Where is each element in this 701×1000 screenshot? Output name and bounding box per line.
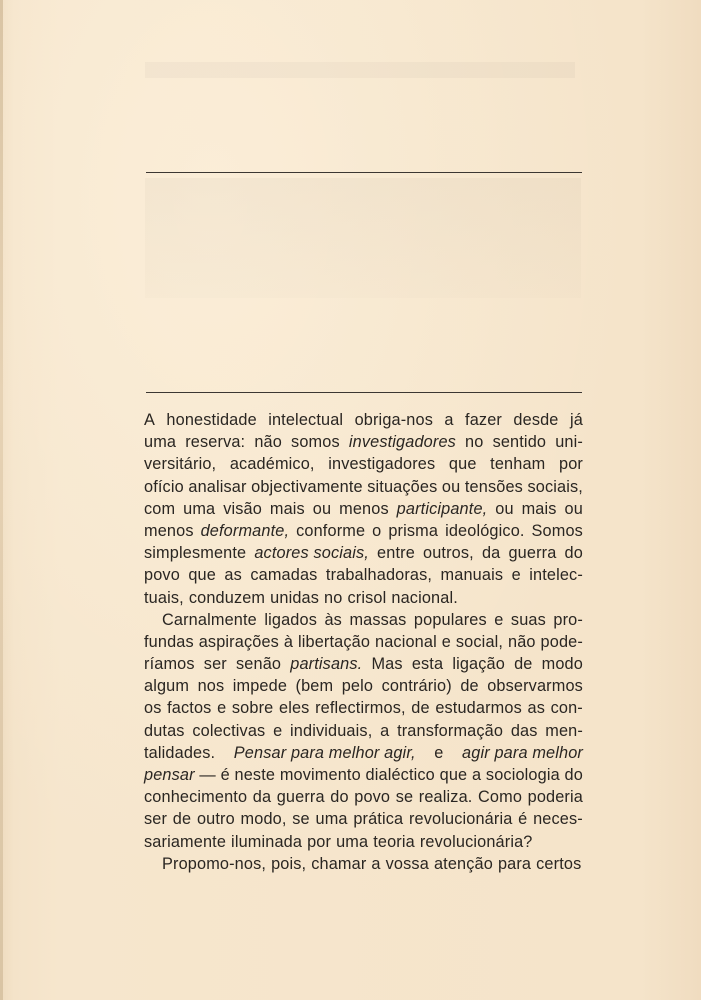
word: guerra — [276, 788, 325, 807]
word: por — [307, 832, 332, 851]
word: eles — [278, 699, 310, 718]
word: impede — [232, 677, 288, 696]
word: que — [448, 455, 477, 474]
word: observarmos — [487, 677, 583, 696]
italic-word: agir para melhor — [462, 743, 583, 762]
word: as — [224, 566, 242, 585]
word: e — [494, 610, 504, 629]
text-line — [144, 609, 583, 631]
word: dialéctico — [365, 766, 435, 784]
word: pelo — [341, 677, 374, 696]
word: e — [273, 721, 283, 740]
word: Mas — [371, 655, 403, 674]
word: povo — [144, 566, 180, 585]
word: esta — [411, 655, 444, 674]
word: simplesmente — [144, 544, 247, 563]
word: chamar — [311, 854, 367, 873]
word: Carnalmente — [162, 610, 257, 629]
word: sobre — [231, 699, 274, 718]
word: guerra — [508, 544, 557, 563]
text-line — [144, 476, 583, 498]
word: a — [380, 721, 390, 740]
italic-word: Pensar para melhor agir, — [233, 743, 416, 762]
word: colectivas — [192, 721, 266, 740]
word: revolucionária? — [419, 832, 533, 851]
text-line — [144, 764, 583, 786]
word: suas — [510, 610, 546, 629]
word: já — [569, 411, 583, 429]
word: — — [199, 766, 216, 784]
word: nacional. — [391, 588, 458, 607]
word: no — [465, 433, 484, 452]
word: e — [511, 566, 521, 585]
word: pois, — [271, 854, 307, 873]
text-line — [144, 720, 583, 742]
text-line — [144, 808, 583, 830]
word: de — [411, 699, 430, 718]
word: mais — [269, 499, 305, 518]
word: mais — [521, 499, 557, 518]
italic-word: pensar — [144, 766, 195, 784]
word: neste — [234, 766, 276, 784]
word: trabalhadoras, — [325, 566, 433, 585]
word: à — [283, 632, 294, 651]
word: tensões — [464, 477, 523, 496]
word: estudarmos — [435, 699, 522, 718]
page-binding-edge — [0, 0, 3, 1000]
word: de — [460, 677, 479, 696]
word: menos — [144, 521, 194, 540]
word: com — [144, 499, 176, 518]
text-line — [144, 831, 583, 853]
word: camadas — [250, 566, 318, 585]
text-line — [144, 431, 583, 453]
word: do — [564, 544, 583, 563]
word: movimento — [279, 766, 361, 784]
word: se — [395, 788, 414, 807]
word: ofício — [144, 477, 184, 496]
word: nos — [197, 677, 225, 696]
word: da — [481, 544, 501, 563]
word: (bem — [295, 677, 334, 696]
italic-word: participante, — [396, 499, 488, 518]
word: prática — [353, 810, 404, 829]
word: tenham — [490, 455, 546, 474]
text-line — [144, 587, 583, 609]
word: situações — [367, 477, 438, 496]
word: pode- — [540, 632, 583, 651]
word: massas — [349, 610, 407, 629]
word: A — [144, 411, 156, 429]
word: uma — [144, 433, 177, 452]
word: visão — [223, 499, 262, 518]
word: social, — [455, 632, 504, 651]
text-line — [144, 409, 583, 431]
text-line — [144, 542, 583, 564]
word: de — [514, 655, 533, 674]
word: libertação — [297, 632, 371, 651]
word: ideológico. — [445, 521, 525, 540]
word: uma — [183, 499, 216, 518]
word: contrário) — [381, 677, 452, 696]
word: tuais, — [144, 588, 184, 607]
word: ou — [441, 477, 461, 496]
word: analisar — [188, 477, 247, 496]
word: Propomo-nos, — [162, 854, 267, 873]
word: unidas — [270, 588, 320, 607]
text-line — [144, 786, 583, 808]
word: pro- — [553, 610, 583, 629]
word: atenção — [433, 854, 493, 873]
word: Como — [478, 788, 523, 807]
word: modo, — [240, 810, 287, 829]
italic-word: partisans. — [290, 655, 363, 674]
text-line — [144, 742, 583, 764]
word: das — [510, 721, 538, 740]
word: no — [324, 588, 343, 607]
word: transformação — [397, 721, 504, 740]
italic-word: investigadores — [348, 433, 456, 452]
word: neces- — [533, 810, 583, 829]
word: uma — [336, 832, 369, 851]
word: não — [254, 433, 282, 452]
word: modo — [541, 655, 583, 674]
word: menos — [339, 499, 389, 518]
word: do — [330, 788, 349, 807]
word: intelectual — [268, 411, 344, 429]
bleed-through-shadow — [145, 62, 575, 78]
word: ser — [144, 810, 168, 829]
word: vossa — [385, 854, 429, 873]
word: que — [188, 566, 216, 585]
word: ser — [203, 655, 227, 674]
word: versitário, — [144, 455, 217, 474]
word: algum — [144, 677, 190, 696]
word: objectivamente — [251, 477, 363, 496]
text-line — [144, 697, 583, 719]
paragraph — [144, 409, 583, 609]
word: os — [144, 699, 162, 718]
word: certos — [536, 854, 582, 873]
word: honestidade — [166, 411, 257, 429]
word: Somos — [531, 521, 583, 540]
word: é — [220, 766, 230, 784]
text-line — [144, 453, 583, 475]
word: revolucionária — [408, 810, 513, 829]
word: sariamente — [144, 832, 227, 851]
word: e — [434, 743, 444, 762]
word: académico, — [229, 455, 315, 474]
word: senão — [236, 655, 282, 674]
word: entre — [377, 544, 415, 563]
word: fazer — [465, 411, 502, 429]
word: nacional — [375, 632, 437, 651]
word: intelec- — [529, 566, 583, 585]
word: do — [564, 766, 583, 784]
paragraph — [144, 609, 583, 853]
text-line — [144, 675, 583, 697]
word: talidades. — [144, 743, 216, 762]
word: ou — [495, 499, 514, 518]
word: obriga-nos — [354, 411, 434, 429]
word: iluminada — [231, 832, 303, 851]
word: reflectirmos, — [315, 699, 406, 718]
italic-word: actores sociais, — [254, 544, 369, 563]
word: por — [558, 455, 583, 474]
word: para — [497, 854, 532, 873]
word: ríamos — [144, 655, 195, 674]
word: prisma — [388, 521, 439, 540]
word: con- — [550, 699, 583, 718]
top-rule-line — [146, 172, 582, 173]
word: desde — [513, 411, 559, 429]
text-line — [144, 853, 583, 875]
word: fundas — [144, 632, 194, 651]
word: e — [217, 699, 227, 718]
text-line — [144, 498, 583, 520]
word: ligados — [264, 610, 317, 629]
word: é — [518, 810, 528, 829]
word: às — [324, 610, 342, 629]
word: factos — [167, 699, 212, 718]
word: uma — [315, 810, 348, 829]
word: dutas — [144, 721, 185, 740]
word: as — [527, 699, 545, 718]
word: manuais — [440, 566, 504, 585]
word: conduzem — [188, 588, 266, 607]
word: individuais, — [290, 721, 373, 740]
word: conforme — [296, 521, 366, 540]
word: populares — [413, 610, 487, 629]
word: a — [371, 854, 381, 873]
word: não — [508, 632, 536, 651]
word: o — [372, 521, 382, 540]
word: da — [252, 788, 272, 807]
text-line — [144, 631, 583, 653]
word: a — [444, 411, 454, 429]
text-line — [144, 520, 583, 542]
word: e — [441, 632, 451, 651]
text-line — [144, 653, 583, 675]
word: poderia — [527, 788, 583, 807]
word: somos — [291, 433, 340, 452]
word: se — [292, 810, 310, 829]
body-text — [144, 409, 583, 875]
word: a — [471, 766, 482, 784]
bleed-through-shadow — [145, 178, 581, 298]
word: ou — [564, 499, 583, 518]
word: outros, — [423, 544, 474, 563]
word: sentido — [492, 433, 547, 452]
bottom-rule-line — [146, 392, 582, 393]
italic-word: deformante, — [200, 521, 290, 540]
word: ou — [312, 499, 332, 518]
word: que — [439, 766, 468, 784]
word: povo — [354, 788, 391, 807]
word: outro — [196, 810, 235, 829]
word: sociologia — [485, 766, 560, 784]
word: sociais, — [527, 477, 583, 496]
text-line — [144, 564, 583, 586]
word: crisol — [347, 588, 387, 607]
word: uni- — [555, 433, 583, 452]
word: reserva: — [185, 433, 246, 452]
word: realiza. — [418, 788, 473, 807]
word: aspirações — [198, 632, 279, 651]
word: investigadores — [328, 455, 436, 474]
paragraph — [144, 853, 583, 875]
word: conhecimento — [144, 788, 248, 807]
word: teoria — [373, 832, 415, 851]
word: de — [172, 810, 192, 829]
word: men- — [545, 721, 583, 740]
word: ligação — [452, 655, 505, 674]
